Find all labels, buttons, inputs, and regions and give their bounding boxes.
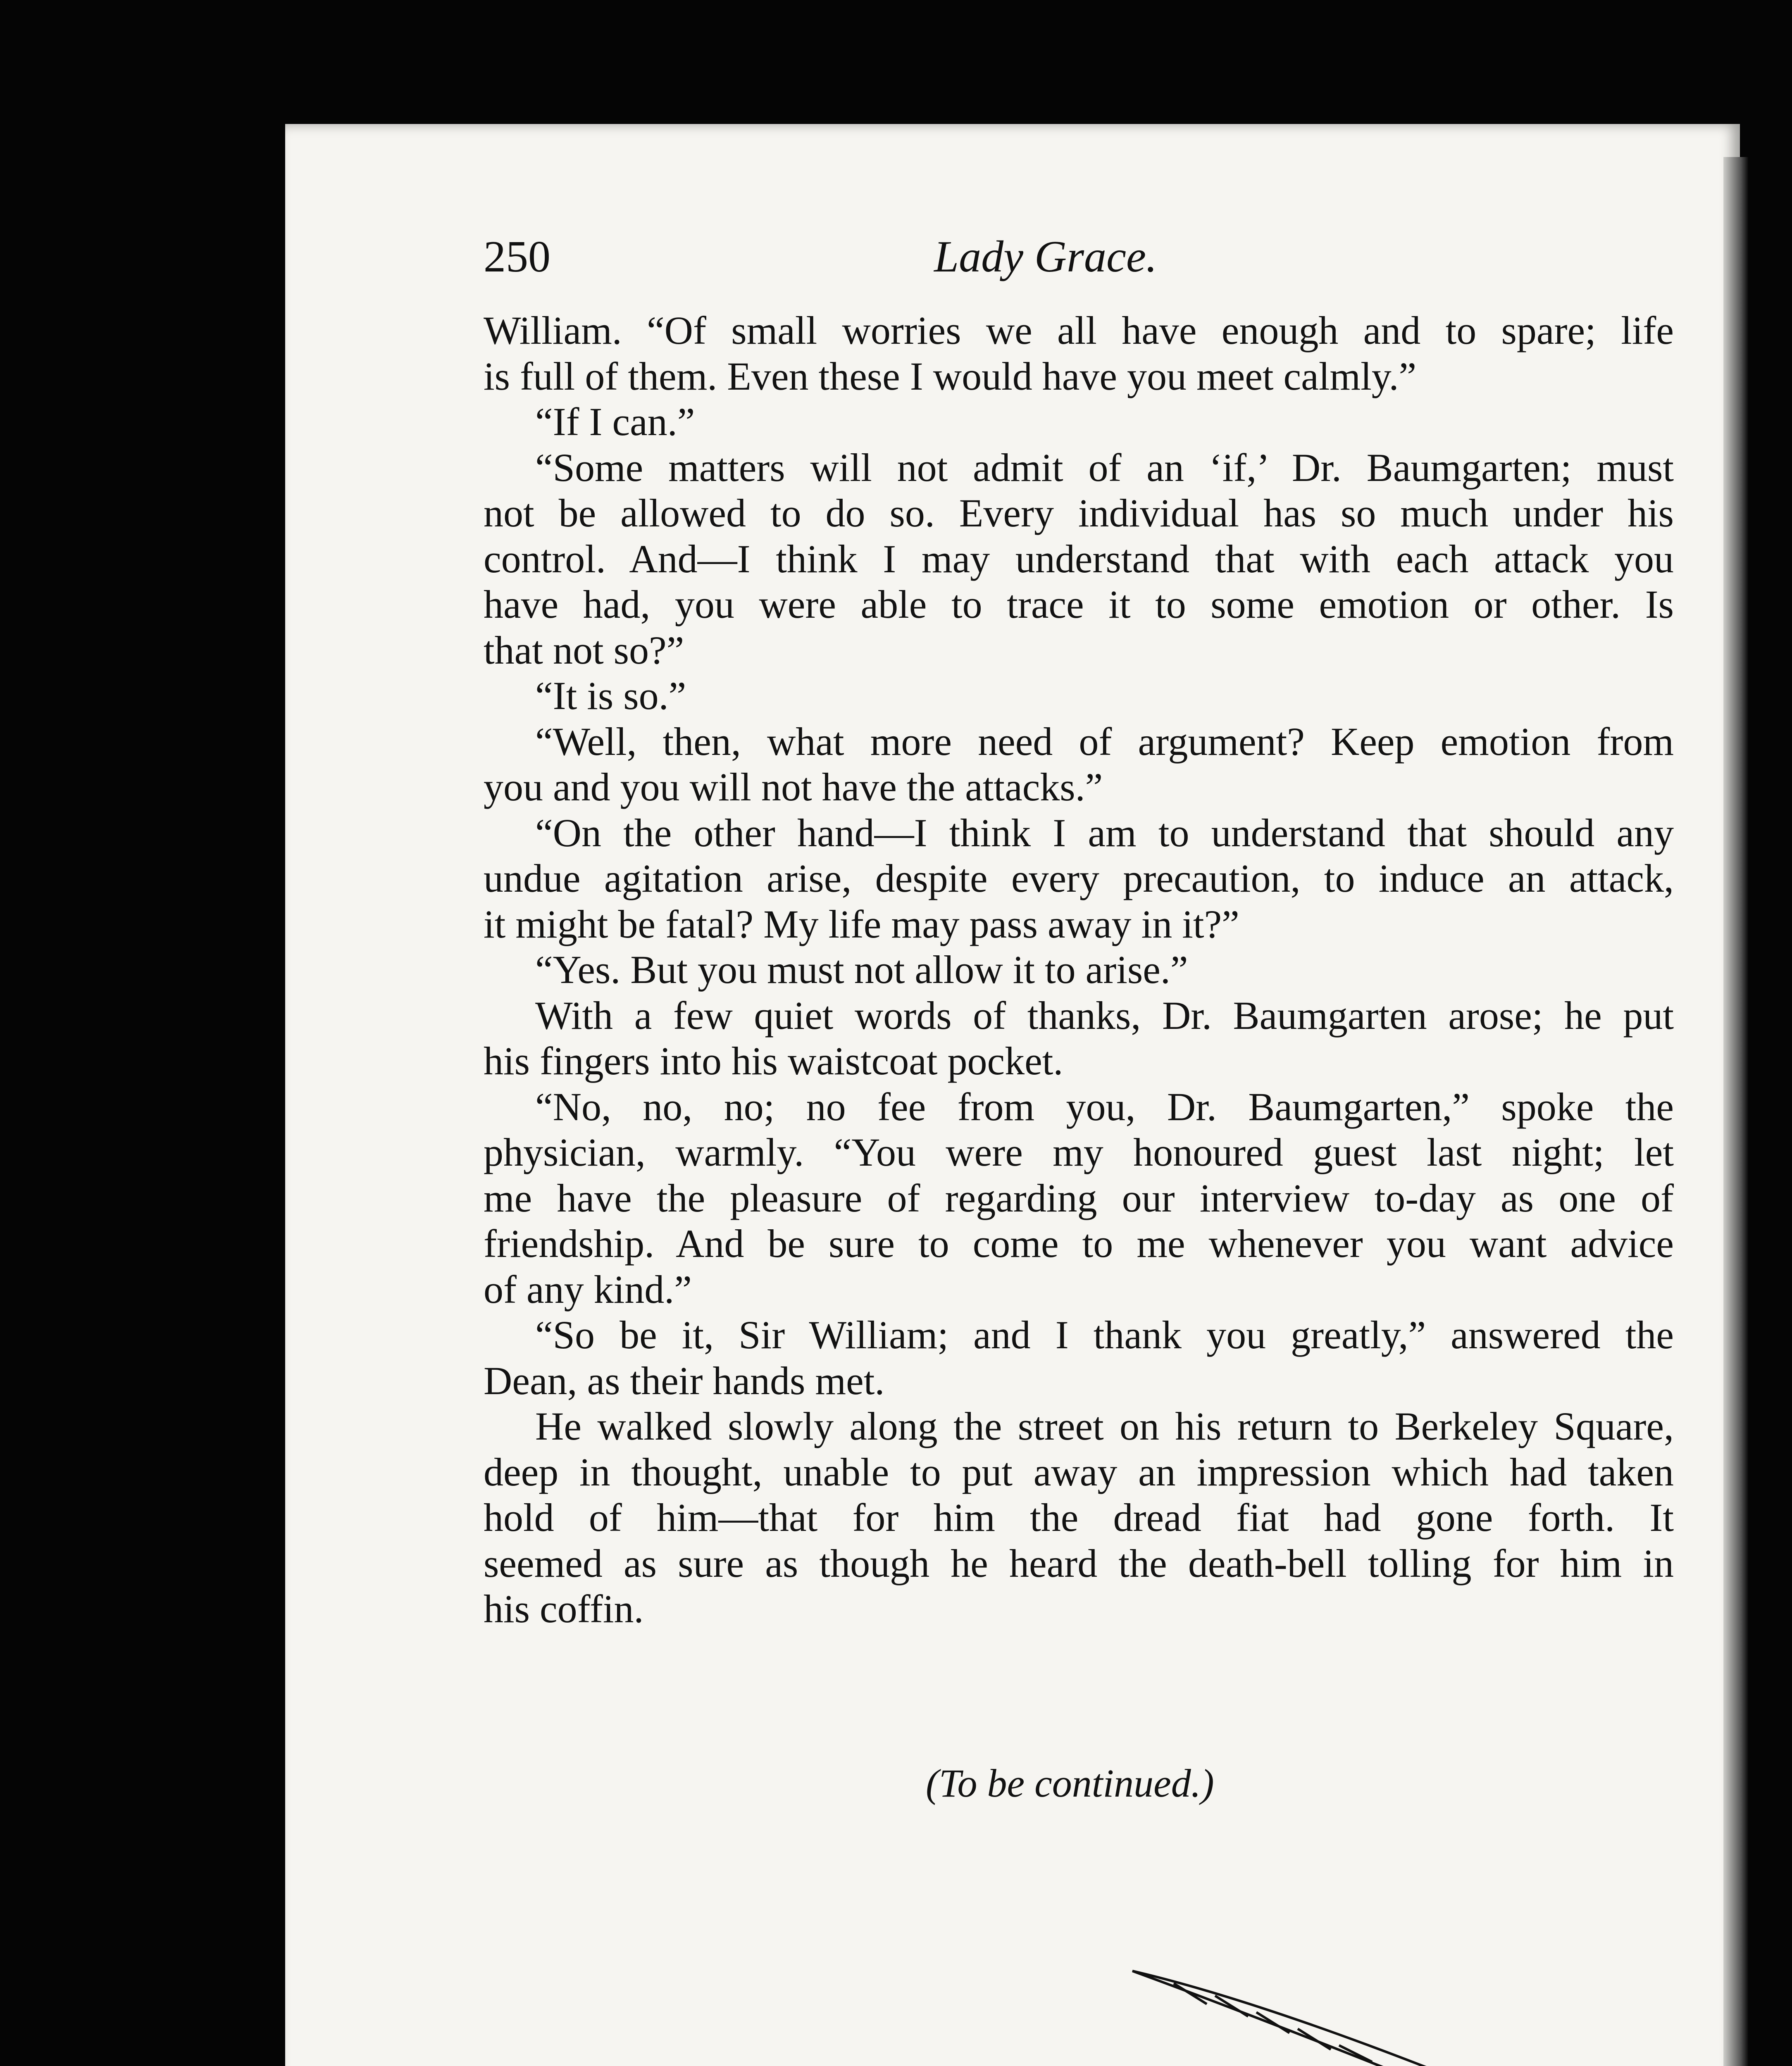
text-line: you and you will not have the attacks.” bbox=[484, 765, 1103, 809]
text-line: “No, no, no; no fee from you, Dr. Baumgarten,” spoke the bbox=[535, 1084, 1674, 1129]
text-line: hold of him—that for him the dread fiat had gone forth. It bbox=[484, 1495, 1674, 1540]
text-line: “It is so.” bbox=[535, 674, 686, 718]
page-number: 250 bbox=[484, 232, 550, 281]
text-line: it might be fatal? My life may pass away in it?” bbox=[484, 902, 1239, 946]
text-line: He walked slowly along the street on his return to Berkeley Square, bbox=[535, 1404, 1674, 1448]
quill-and-papers-illustration bbox=[636, 1954, 1792, 2066]
text-line: his coffin. bbox=[484, 1587, 644, 1631]
quill-feather bbox=[1132, 1971, 1455, 2066]
text-line: his fingers into his waistcoat pocket. bbox=[484, 1039, 1063, 1083]
running-title: Lady Grace. bbox=[934, 232, 1157, 281]
text-line: With a few quiet words of thanks, Dr. Baumgarten arose; he put bbox=[535, 993, 1674, 1038]
text-line: not be allowed to do so. Every individual has so much under his bbox=[484, 491, 1674, 535]
page-header bbox=[484, 219, 1533, 302]
book-page bbox=[285, 124, 1740, 2066]
text-line: Dean, as their hands met. bbox=[484, 1358, 885, 1403]
body-text bbox=[484, 308, 1674, 1632]
text-line: me have the pleasure of regarding our interview to-day as one of bbox=[484, 1176, 1674, 1220]
text-line: “So be it, Sir William; and I thank you greatly,” answered the bbox=[535, 1313, 1674, 1357]
text-line: have had, you were able to trace it to some emotion or other. Is bbox=[484, 582, 1674, 626]
text-line: “On the other hand—I think I am to understand that should any bbox=[535, 810, 1674, 855]
text-line: “Well, then, what more need of argument? Keep emotion from bbox=[535, 719, 1674, 764]
text-line: of any kind.” bbox=[484, 1267, 692, 1311]
text-line: seemed as sure as though he heard the death-bell tolling for him in bbox=[484, 1541, 1674, 1585]
text-line: “If I can.” bbox=[535, 400, 695, 444]
text-line: is full of them. Even these I would have you meet calmly.” bbox=[484, 354, 1417, 398]
text-line: physician, warmly. “You were my honoured guest last night; let bbox=[484, 1130, 1674, 1174]
text-line: “Yes. But you must not allow it to arise.” bbox=[535, 947, 1188, 992]
page-edge-shadow bbox=[1723, 157, 1748, 2066]
text-line: “Some matters will not admit of an ‘if,’ Dr. Baumgarten; must bbox=[535, 445, 1674, 490]
text-line: that not so?” bbox=[484, 628, 684, 672]
text-line: William. “Of small worries we all have enough and to spare; life bbox=[484, 308, 1674, 352]
text-line: deep in thought, unable to put away an impression which had taken bbox=[484, 1450, 1674, 1494]
text-line: undue agitation arise, despite every precaution, to induce an attack, bbox=[484, 856, 1674, 900]
text-line: control. And—I think I may understand that with each attack you bbox=[484, 536, 1674, 581]
to-be-continued: (To be continued.) bbox=[926, 1761, 1214, 1805]
text-line: friendship. And be sure to come to me whenever you want advice bbox=[484, 1221, 1674, 1266]
